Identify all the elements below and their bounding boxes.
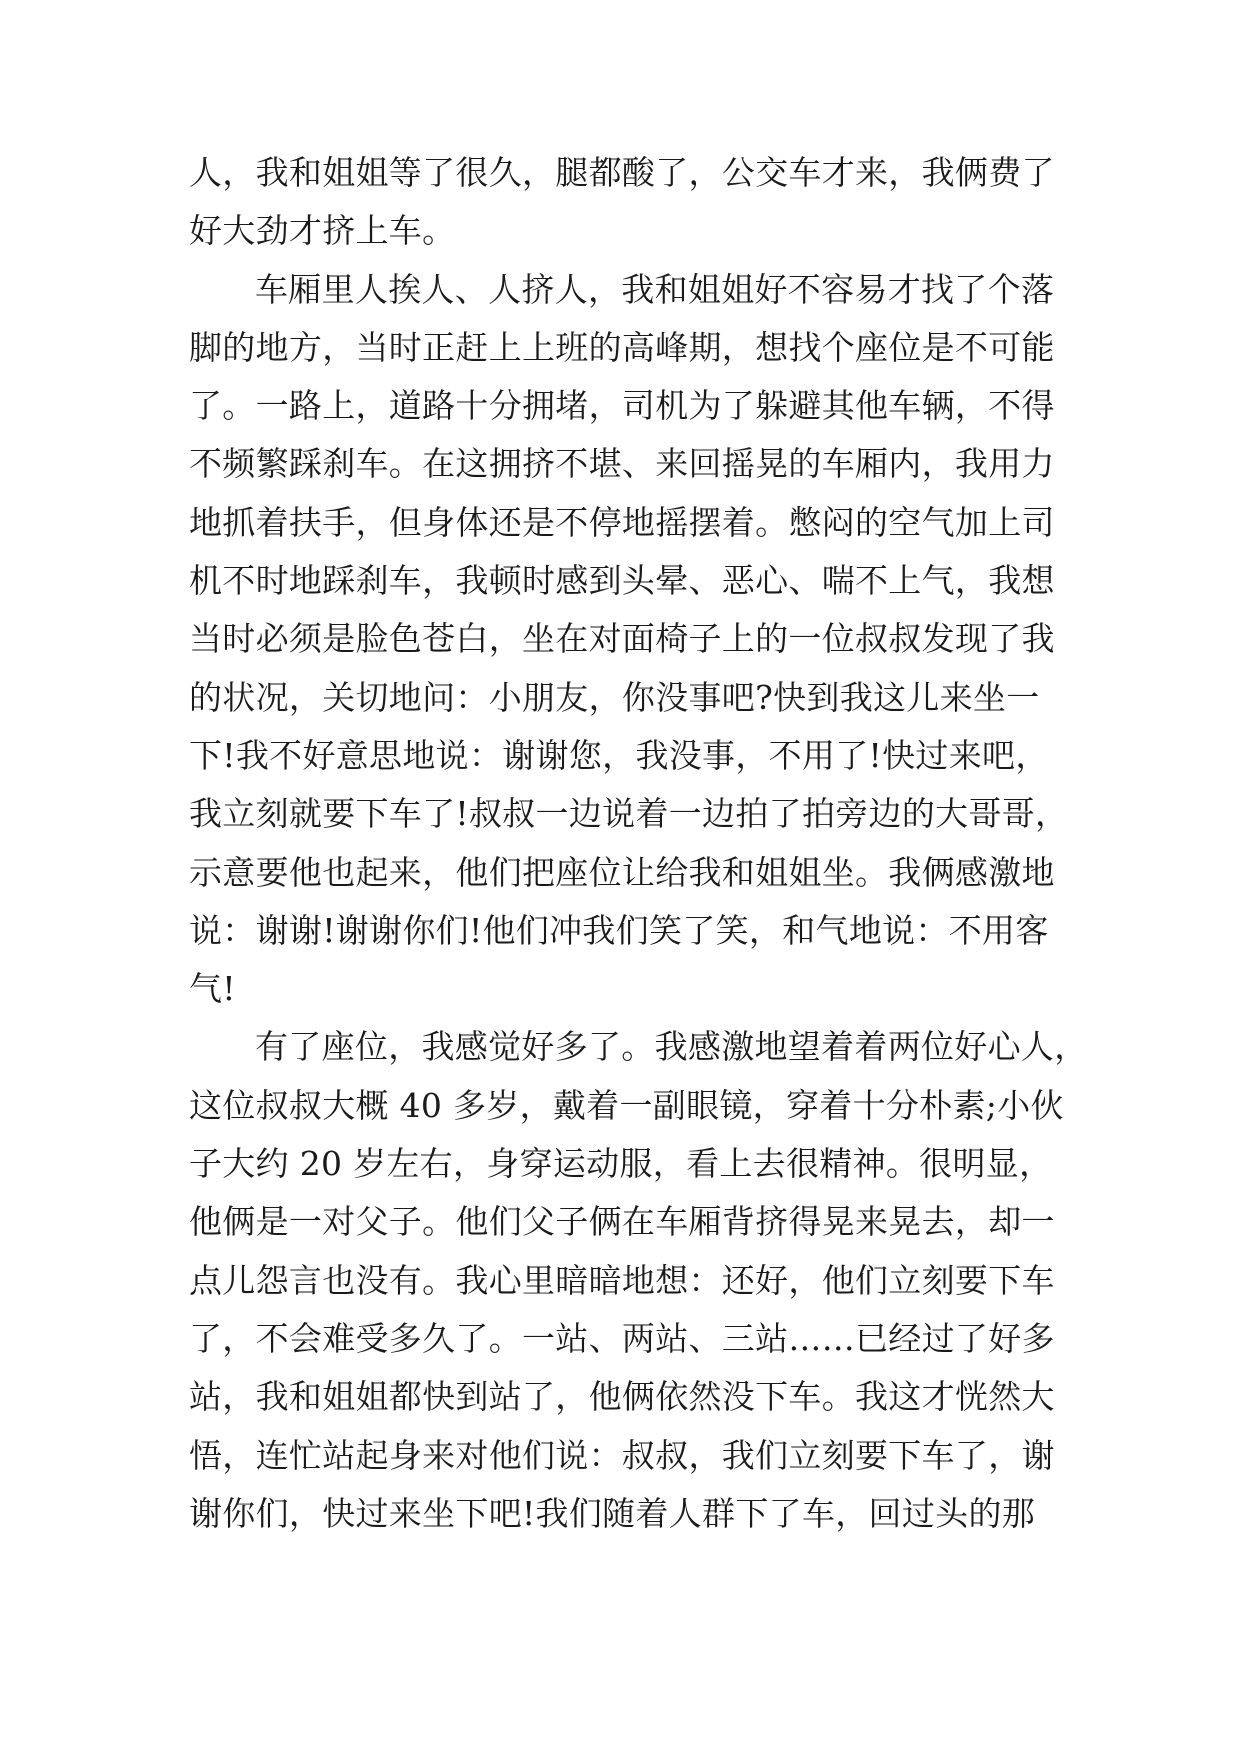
text-line: 他俩是一对父子。他们父子俩在车厢背挤得晃来晃去，却一 [189,1202,1055,1242]
text-line: 子大约 20 岁左右，身穿运动服，看上去很精神。很明显， [189,1144,1053,1184]
text-line: 当时必须是脸色苍白，坐在对面椅子上的一位叔叔发现了我 [189,619,1055,659]
text-line: 示意要他也起来，他们把座位让给我和姐姐坐。我俩感激地 [189,852,1055,892]
text-line: 地抓着扶手，但身体还是不停地摇摆着。憋闷的空气加上司 [189,502,1055,542]
text-line: 这位叔叔大概 40 多岁，戴着一副眼镜，穿着十分朴素;小伙 [189,1085,1064,1125]
text-line: 我立刻就要下车了!叔叔一边说着一边拍了拍旁边的大哥哥， [189,794,1069,834]
text-line: 点儿怨言也没有。我心里暗暗地想：还好，他们立刻要下车 [189,1260,1055,1300]
text-line: 了，不会难受多久了。一站、两站、三站……已经过了好多 [189,1318,1055,1358]
text-line: 下!我不好意思地说：谢谢您，我没事，不用了!快过来吧， [189,735,1049,775]
text-line: 好大劲才挤上车。 [189,211,456,251]
text-line: 的状况，关切地问：小朋友，你没事吧?快到我这儿来坐一 [189,677,1040,717]
text-line: 站，我和姐姐都快到站了，他俩依然没下车。我这才恍然大 [189,1377,1055,1417]
body-text [189,144,1088,1543]
text-line: 气! [189,969,236,1009]
text-line: 说：谢谢!谢谢你们!他们冲我们笑了笑，和气地说：不用客 [189,910,1049,950]
text-line: 不频繁踩刹车。在这拥挤不堪、来回摇晃的车厢内，我用力 [189,444,1055,484]
paragraph-start-line: 有了座位，我感觉好多了。我感激地望着着两位好心人， [255,1027,1088,1067]
text-line: 人，我和姐姐等了很久，腿都酸了，公交车才来，我俩费了 [189,153,1055,192]
text-line: 机不时地踩刹车，我顿时感到头晕、恶心、喘不上气，我想 [189,561,1055,601]
text-line: 了。一路上，道路十分拥堵，司机为了躲避其他车辆，不得 [189,386,1055,426]
text-line: 脚的地方，当时正赶上上班的高峰期，想找个座位是不可能 [189,327,1055,367]
paragraph-start-line: 车厢里人挨人、人挤人，我和姐姐好不容易才找了个落 [255,269,1055,309]
text-line: 悟，连忙站起身来对他们说：叔叔，我们立刻要下车了，谢 [189,1435,1055,1475]
text-line: 谢你们，快过来坐下吧!我们随着人群下了车，回过头的那 [189,1493,1036,1533]
